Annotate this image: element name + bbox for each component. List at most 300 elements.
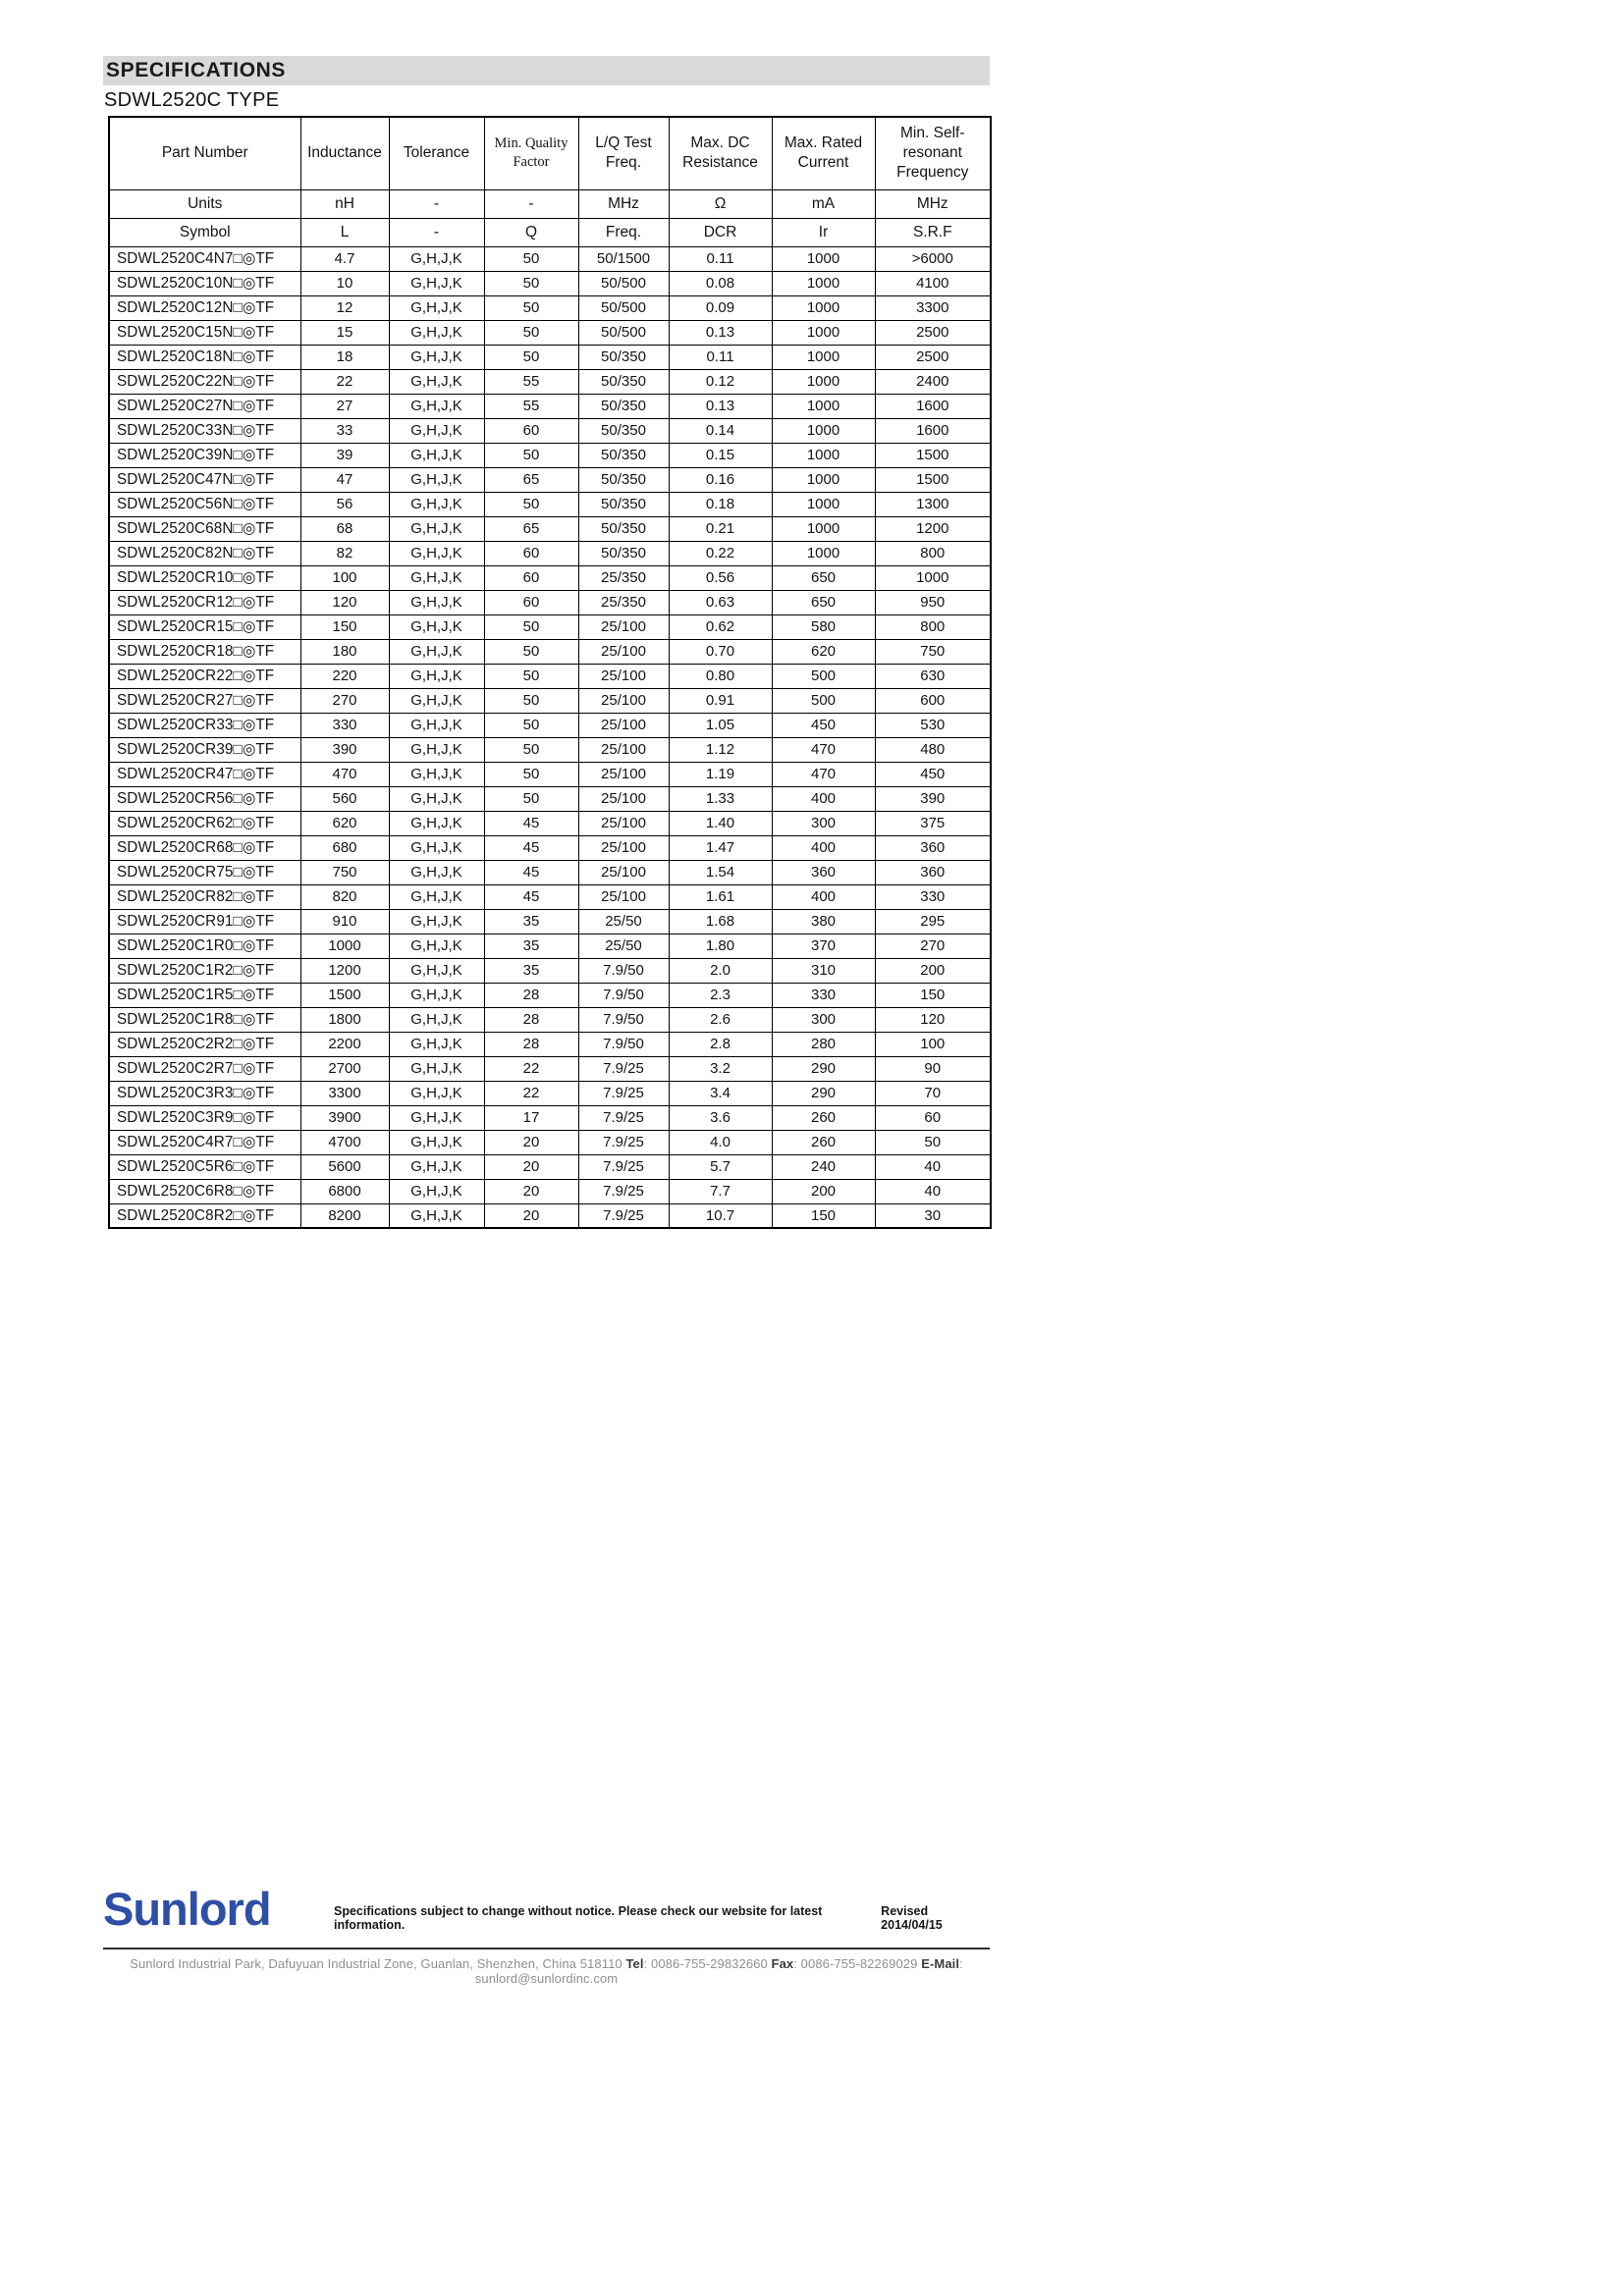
cell-test-freq: 25/350 [578,565,669,590]
cell-srf: 295 [875,909,991,934]
cell-rated-current: 1000 [772,443,875,467]
cell-tolerance: G,H,J,K [389,664,484,688]
cell-srf: 630 [875,664,991,688]
cell-inductance: 820 [300,884,389,909]
cell-tolerance: G,H,J,K [389,1105,484,1130]
cell-test-freq: 7.9/25 [578,1105,669,1130]
cell-part-number: SDWL2520C1R2□◎TF [109,958,300,983]
cell-quality-factor: 60 [484,418,578,443]
cell-tolerance: G,H,J,K [389,762,484,786]
cell-rated-current: 470 [772,762,875,786]
cell-dc-resistance: 1.80 [669,934,772,958]
cell-rated-current: 1000 [772,516,875,541]
cell-test-freq: 50/350 [578,492,669,516]
cell-tolerance: G,H,J,K [389,1130,484,1154]
cell-part-number: SDWL2520CR15□◎TF [109,614,300,639]
address-text: : 0086-755-29832660 [643,1956,772,1971]
disclaimer-text: Specifications subject to change without notice. Please check our website for latest information. [334,1904,823,1932]
cell-inductance: 150 [300,614,389,639]
table-row [109,295,991,320]
cell-part-number: SDWL2520CR56□◎TF [109,786,300,811]
table-row [109,713,991,737]
address-text: Sunlord Industrial Park, Dafuyuan Industrial Zone, Guanlan, Shenzhen, China 518110 [130,1956,626,1971]
address-text: : sunlord@sunlordinc.com [474,1956,963,1986]
cell-srf: 1500 [875,443,991,467]
footer-note-row [334,1904,990,1932]
cell-inductance: 120 [300,590,389,614]
cell-test-freq: 25/100 [578,860,669,884]
table-row [109,418,991,443]
cell-part-number: SDWL2520C5R6□◎TF [109,1154,300,1179]
cell-part-number: SDWL2520C12N□◎TF [109,295,300,320]
cell-dc-resistance: 2.6 [669,1007,772,1032]
cell-quality-factor: 20 [484,1203,578,1228]
cell-quality-factor: 35 [484,934,578,958]
cell-rated-current: 150 [772,1203,875,1228]
cell-test-freq: 50/500 [578,271,669,295]
cell-part-number: SDWL2520C68N□◎TF [109,516,300,541]
cell-inductance: 22 [300,369,389,394]
cell-srf: 800 [875,541,991,565]
cell-test-freq: 25/100 [578,737,669,762]
cell-tolerance: G,H,J,K [389,860,484,884]
cell-rated-current: 260 [772,1130,875,1154]
cell-dc-resistance: 0.11 [669,345,772,369]
cell-inductance: 470 [300,762,389,786]
cell-srf: 40 [875,1179,991,1203]
cell-rated-current: 1000 [772,394,875,418]
cell-inductance: 4700 [300,1130,389,1154]
cell-srf: 360 [875,860,991,884]
page-title: SPECIFICATIONS [106,59,287,81]
cell-rated-current: 240 [772,1154,875,1179]
cell-srf: 1200 [875,516,991,541]
cell-tolerance: G,H,J,K [389,1007,484,1032]
cell-test-freq: 50/350 [578,369,669,394]
cell-part-number: SDWL2520C3R3□◎TF [109,1081,300,1105]
cell-test-freq: 25/100 [578,835,669,860]
cell-dc-resistance: 0.09 [669,295,772,320]
cell-part-number: SDWL2520C22N□◎TF [109,369,300,394]
cell-part-number: SDWL2520C1R8□◎TF [109,1007,300,1032]
table-row [109,639,991,664]
header-quality-factor: Min. Quality Factor [484,117,578,189]
cell-part-number: SDWL2520C1R5□◎TF [109,983,300,1007]
cell-quality-factor: 45 [484,860,578,884]
units-row [109,189,991,218]
cell-part-number: SDWL2520CR75□◎TF [109,860,300,884]
table-row [109,467,991,492]
cell-test-freq: 7.9/25 [578,1081,669,1105]
table-row [109,983,991,1007]
cell-tolerance: G,H,J,K [389,295,484,320]
cell-tolerance: G,H,J,K [389,688,484,713]
table-row [109,664,991,688]
cell-srf: 1600 [875,418,991,443]
cell-inductance: 620 [300,811,389,835]
cell-test-freq: 50/350 [578,443,669,467]
cell-srf: 30 [875,1203,991,1228]
cell-srf: 480 [875,737,991,762]
cell-tolerance: G,H,J,K [389,516,484,541]
cell-srf: 90 [875,1056,991,1081]
cell-tolerance: G,H,J,K [389,345,484,369]
cell-tolerance: G,H,J,K [389,1081,484,1105]
cell-inductance: 180 [300,639,389,664]
cell-dc-resistance: 1.19 [669,762,772,786]
table-row [109,1032,991,1056]
cell-test-freq: 50/350 [578,394,669,418]
cell-inductance: 15 [300,320,389,345]
cell-rated-current: 1000 [772,418,875,443]
cell-test-freq: 25/100 [578,786,669,811]
cell-part-number: SDWL2520CR10□◎TF [109,565,300,590]
cell-rated-current: 330 [772,983,875,1007]
revision-date: Revised 2014/04/15 [881,1904,943,1932]
table-row [109,614,991,639]
cell-dc-resistance: 0.21 [669,516,772,541]
cell-test-freq: 50/350 [578,418,669,443]
cell-test-freq: 25/50 [578,909,669,934]
cell-dc-resistance: 1.61 [669,884,772,909]
cell-test-freq: 50/500 [578,320,669,345]
cell-inductance: 560 [300,786,389,811]
cell-quality-factor: 60 [484,541,578,565]
cell-test-freq: 50/1500 [578,246,669,271]
units-srf: MHz [875,189,991,218]
cell-test-freq: 7.9/50 [578,958,669,983]
cell-test-freq: 7.9/25 [578,1154,669,1179]
cell-srf: 1000 [875,565,991,590]
cell-inductance: 33 [300,418,389,443]
cell-srf: 600 [875,688,991,713]
cell-dc-resistance: 0.22 [669,541,772,565]
cell-srf: 375 [875,811,991,835]
cell-srf: 270 [875,934,991,958]
cell-inductance: 100 [300,565,389,590]
cell-part-number: SDWL2520CR12□◎TF [109,590,300,614]
cell-dc-resistance: 2.8 [669,1032,772,1056]
cell-inductance: 680 [300,835,389,860]
cell-part-number: SDWL2520CR18□◎TF [109,639,300,664]
table-row [109,958,991,983]
cell-part-number: SDWL2520CR47□◎TF [109,762,300,786]
cell-rated-current: 470 [772,737,875,762]
cell-srf: 60 [875,1105,991,1130]
cell-test-freq: 25/350 [578,590,669,614]
cell-rated-current: 400 [772,884,875,909]
cell-dc-resistance: 2.0 [669,958,772,983]
cell-quality-factor: 28 [484,1007,578,1032]
cell-quality-factor: 50 [484,737,578,762]
cell-dc-resistance: 0.80 [669,664,772,688]
cell-dc-resistance: 1.33 [669,786,772,811]
symbol-dc-resistance: DCR [669,218,772,246]
cell-part-number: SDWL2520C15N□◎TF [109,320,300,345]
cell-dc-resistance: 7.7 [669,1179,772,1203]
sunlord-logo: Sunlord [103,1883,271,1935]
address-text: : 0086-755-82269029 [793,1956,922,1971]
cell-tolerance: G,H,J,K [389,369,484,394]
units-label: Units [109,189,300,218]
table-row [109,860,991,884]
header-part-number: Part Number [109,117,300,189]
cell-dc-resistance: 0.16 [669,467,772,492]
cell-inductance: 68 [300,516,389,541]
cell-rated-current: 400 [772,786,875,811]
cell-part-number: SDWL2520CR68□◎TF [109,835,300,860]
cell-quality-factor: 60 [484,590,578,614]
cell-quality-factor: 50 [484,246,578,271]
cell-inductance: 2200 [300,1032,389,1056]
cell-rated-current: 1000 [772,467,875,492]
cell-tolerance: G,H,J,K [389,492,484,516]
symbol-row [109,218,991,246]
cell-part-number: SDWL2520CR39□◎TF [109,737,300,762]
cell-srf: 1600 [875,394,991,418]
cell-quality-factor: 35 [484,909,578,934]
cell-dc-resistance: 0.14 [669,418,772,443]
table-row [109,246,991,271]
cell-test-freq: 50/500 [578,295,669,320]
cell-dc-resistance: 4.0 [669,1130,772,1154]
table-row [109,1081,991,1105]
table-row [109,909,991,934]
cell-dc-resistance: 1.54 [669,860,772,884]
cell-test-freq: 25/100 [578,713,669,737]
table-row [109,516,991,541]
table-row [109,590,991,614]
units-tolerance: - [389,189,484,218]
cell-quality-factor: 20 [484,1154,578,1179]
header-dc-resistance: Max. DC Resistance [669,117,772,189]
cell-part-number: SDWL2520C56N□◎TF [109,492,300,516]
cell-srf: 200 [875,958,991,983]
cell-srf: 50 [875,1130,991,1154]
cell-quality-factor: 22 [484,1081,578,1105]
cell-inductance: 8200 [300,1203,389,1228]
symbol-inductance: L [300,218,389,246]
table-row [109,492,991,516]
cell-part-number: SDWL2520CR22□◎TF [109,664,300,688]
cell-test-freq: 50/350 [578,467,669,492]
cell-tolerance: G,H,J,K [389,590,484,614]
cell-part-number: SDWL2520C6R8□◎TF [109,1179,300,1203]
cell-tolerance: G,H,J,K [389,443,484,467]
table-row [109,835,991,860]
cell-dc-resistance: 0.70 [669,639,772,664]
cell-inductance: 390 [300,737,389,762]
cell-quality-factor: 65 [484,516,578,541]
cell-rated-current: 1000 [772,345,875,369]
cell-part-number: SDWL2520CR33□◎TF [109,713,300,737]
cell-part-number: SDWL2520C8R2□◎TF [109,1203,300,1228]
cell-inductance: 10 [300,271,389,295]
cell-srf: 950 [875,590,991,614]
cell-test-freq: 7.9/25 [578,1179,669,1203]
cell-part-number: SDWL2520C4N7□◎TF [109,246,300,271]
header-srf: Min. Self-resonant Frequency [875,117,991,189]
cell-dc-resistance: 0.56 [669,565,772,590]
cell-dc-resistance: 5.7 [669,1154,772,1179]
cell-srf: 800 [875,614,991,639]
cell-test-freq: 50/350 [578,516,669,541]
cell-part-number: SDWL2520C82N□◎TF [109,541,300,565]
cell-dc-resistance: 10.7 [669,1203,772,1228]
cell-inductance: 910 [300,909,389,934]
cell-tolerance: G,H,J,K [389,1179,484,1203]
cell-inductance: 27 [300,394,389,418]
table-row [109,1056,991,1081]
cell-quality-factor: 28 [484,1032,578,1056]
cell-srf: 1300 [875,492,991,516]
cell-quality-factor: 50 [484,639,578,664]
cell-rated-current: 1000 [772,271,875,295]
cell-tolerance: G,H,J,K [389,1203,484,1228]
table-row [109,1154,991,1179]
cell-tolerance: G,H,J,K [389,737,484,762]
cell-rated-current: 200 [772,1179,875,1203]
cell-srf: 450 [875,762,991,786]
cell-tolerance: G,H,J,K [389,271,484,295]
cell-test-freq: 25/100 [578,664,669,688]
table-row [109,1203,991,1228]
cell-tolerance: G,H,J,K [389,467,484,492]
cell-tolerance: G,H,J,K [389,884,484,909]
cell-quality-factor: 50 [484,271,578,295]
symbol-tolerance: - [389,218,484,246]
cell-inductance: 6800 [300,1179,389,1203]
cell-test-freq: 50/350 [578,541,669,565]
cell-test-freq: 7.9/50 [578,1007,669,1032]
cell-dc-resistance: 1.47 [669,835,772,860]
cell-test-freq: 7.9/25 [578,1056,669,1081]
cell-part-number: SDWL2520C10N□◎TF [109,271,300,295]
cell-srf: 750 [875,639,991,664]
cell-rated-current: 1000 [772,246,875,271]
cell-part-number: SDWL2520C2R2□◎TF [109,1032,300,1056]
cell-srf: 100 [875,1032,991,1056]
cell-test-freq: 25/100 [578,884,669,909]
cell-tolerance: G,H,J,K [389,958,484,983]
cell-inductance: 18 [300,345,389,369]
table-row [109,443,991,467]
cell-dc-resistance: 0.63 [669,590,772,614]
cell-part-number: SDWL2520C39N□◎TF [109,443,300,467]
table-row [109,1179,991,1203]
cell-part-number: SDWL2520C18N□◎TF [109,345,300,369]
table-header-row [109,117,991,189]
specifications-header-band [103,56,990,85]
cell-rated-current: 1000 [772,541,875,565]
cell-inductance: 220 [300,664,389,688]
cell-inductance: 4.7 [300,246,389,271]
header-tolerance: Tolerance [389,117,484,189]
cell-tolerance: G,H,J,K [389,639,484,664]
cell-rated-current: 280 [772,1032,875,1056]
cell-rated-current: 380 [772,909,875,934]
cell-dc-resistance: 1.12 [669,737,772,762]
company-address [103,1956,990,1986]
cell-test-freq: 25/100 [578,811,669,835]
cell-part-number: SDWL2520C1R0□◎TF [109,934,300,958]
cell-part-number: SDWL2520CR27□◎TF [109,688,300,713]
cell-part-number: SDWL2520C27N□◎TF [109,394,300,418]
symbol-test-freq: Freq. [578,218,669,246]
specifications-table [108,116,992,1229]
cell-inductance: 2700 [300,1056,389,1081]
cell-tolerance: G,H,J,K [389,934,484,958]
units-test-freq: MHz [578,189,669,218]
cell-inductance: 3900 [300,1105,389,1130]
table-row [109,1007,991,1032]
units-rated-current: mA [772,189,875,218]
cell-inductance: 47 [300,467,389,492]
symbol-rated-current: Ir [772,218,875,246]
table-head [109,117,991,246]
units-quality-factor: - [484,189,578,218]
table-row [109,762,991,786]
cell-dc-resistance: 0.18 [669,492,772,516]
cell-srf: 2500 [875,320,991,345]
cell-quality-factor: 50 [484,688,578,713]
table-row [109,394,991,418]
cell-rated-current: 400 [772,835,875,860]
cell-tolerance: G,H,J,K [389,835,484,860]
cell-inductance: 750 [300,860,389,884]
cell-rated-current: 450 [772,713,875,737]
cell-dc-resistance: 0.12 [669,369,772,394]
cell-part-number: SDWL2520C33N□◎TF [109,418,300,443]
cell-inductance: 82 [300,541,389,565]
cell-tolerance: G,H,J,K [389,565,484,590]
footer-divider [103,1948,990,1949]
header-rated-current: Max. Rated Current [772,117,875,189]
cell-dc-resistance: 3.2 [669,1056,772,1081]
cell-rated-current: 260 [772,1105,875,1130]
cell-srf: 3300 [875,295,991,320]
cell-srf: 4100 [875,271,991,295]
cell-rated-current: 1000 [772,492,875,516]
cell-inductance: 1000 [300,934,389,958]
cell-quality-factor: 35 [484,958,578,983]
cell-dc-resistance: 0.08 [669,271,772,295]
series-subtitle: SDWL2520C TYPE [104,89,280,111]
cell-part-number: SDWL2520C4R7□◎TF [109,1130,300,1154]
cell-quality-factor: 50 [484,295,578,320]
cell-rated-current: 300 [772,811,875,835]
cell-test-freq: 7.9/50 [578,1032,669,1056]
symbol-srf: S.R.F [875,218,991,246]
cell-inductance: 12 [300,295,389,320]
cell-rated-current: 300 [772,1007,875,1032]
cell-tolerance: G,H,J,K [389,320,484,345]
table-row [109,934,991,958]
cell-part-number: SDWL2520CR91□◎TF [109,909,300,934]
cell-quality-factor: 28 [484,983,578,1007]
cell-dc-resistance: 0.91 [669,688,772,713]
cell-quality-factor: 45 [484,835,578,860]
cell-dc-resistance: 0.13 [669,320,772,345]
cell-tolerance: G,H,J,K [389,1032,484,1056]
cell-dc-resistance: 0.62 [669,614,772,639]
cell-inductance: 1800 [300,1007,389,1032]
cell-quality-factor: 50 [484,664,578,688]
cell-test-freq: 25/100 [578,639,669,664]
cell-part-number: SDWL2520C3R9□◎TF [109,1105,300,1130]
cell-inductance: 5600 [300,1154,389,1179]
header-test-freq: L/Q Test Freq. [578,117,669,189]
